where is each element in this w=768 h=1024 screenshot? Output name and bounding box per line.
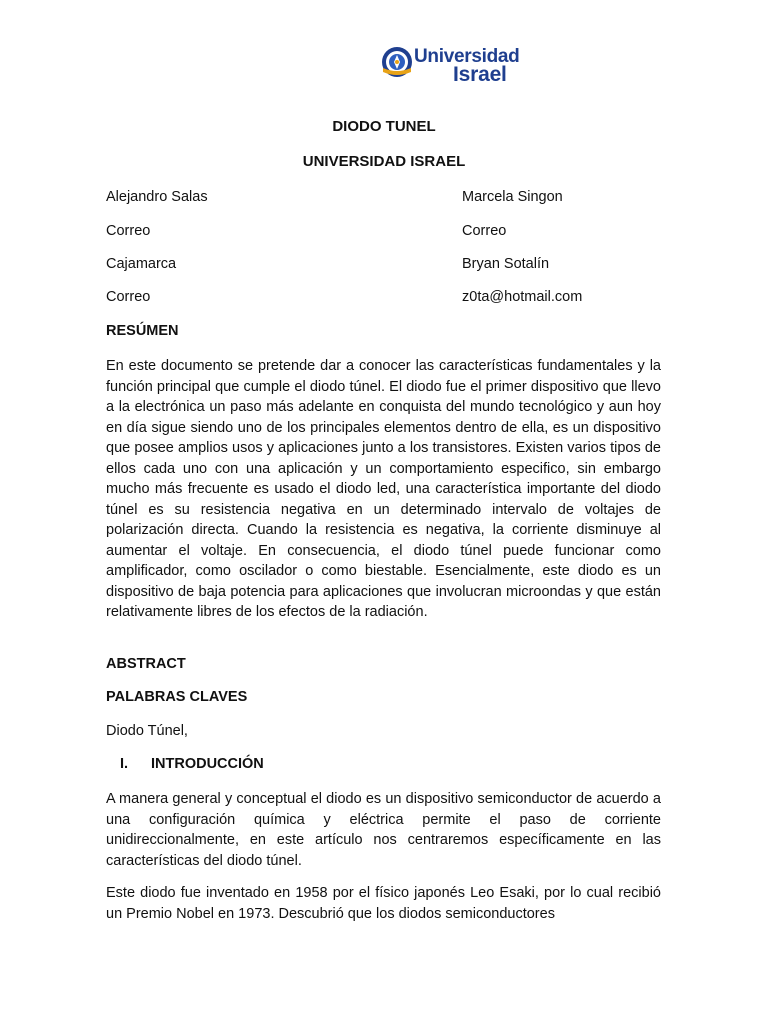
keywords-heading: PALABRAS CLAVES [106, 689, 248, 705]
author-right-1: Marcela Singon [462, 189, 563, 205]
abstract-heading: ABSTRACT [106, 656, 186, 672]
logo-line-2: Israel [453, 63, 507, 86]
intro-paragraph-1: A manera general y conceptual el diodo es un dispositivo semiconductor de acuerdo a una configuración química y eléctrica permite el paso de corriente unidireccionalmente, en este artículo nos centraremos específicamente en las características del diodo túnel. [106, 791, 661, 869]
document-subtitle: UNIVERSIDAD ISRAEL [302, 153, 466, 170]
document-title: DIODO TUNEL [332, 118, 436, 135]
author-right-3: Bryan Sotalín [462, 256, 550, 272]
author-left-1: Alejandro Salas [106, 189, 208, 205]
resumen-heading: RESÚMEN [106, 323, 179, 339]
author-left-4: Correo [106, 289, 151, 305]
intro-paragraph-2: Este diodo fue inventado en 1958 por el físico japonés Leo Esaki, por lo cual recibió un Premio Nobel en 1973. Descubrió que los diodos semiconductores [106, 885, 661, 922]
author-right-2: Correo [462, 223, 507, 239]
seal-icon [380, 44, 414, 80]
author-email-link[interactable]: z0ta@hotmail.com [462, 289, 583, 305]
keywords-body: Diodo Túnel, [106, 723, 188, 739]
university-logo [380, 44, 520, 86]
intro-heading [120, 756, 264, 772]
author-left-2: Correo [106, 223, 151, 239]
resumen-body: En este documento se pretende dar a conocer las características fundamentales y la función principal que cumple el diodo túnel. El diodo fue el primer dispositivo que llevo a la electrónica un paso más adelante en conquista del mundo tecnológico y aun hoy en día sigue siendo uno de los principales elementos dentro de ella, es un dispositivo que posee amplios usos y aplicaciones junto a los transistores. Existen varios tipos de ellos cada uno con una aplicación y un comportamiento especifico, sin embargo mucho más frecuente es usado el diodo led, una característica importante del diodo túnel es su resistencia negativa en un determinado intervalo de voltajes de polarización directa. Cuando la resistencia es negativa, la corriente disminuye al aumentar el voltaje. En consecuencia, el diodo túnel puede funcionar como amplificador, como oscilador o como biestable. Esencialmente, este diodo es un dispositivo de baja potencia para aplicaciones que involucran microondas y que están relativamente libres de los efectos de la radiación. [106, 358, 661, 620]
intro-title: INTRODUCCIÓN [151, 756, 264, 772]
author-left-3: Cajamarca [106, 256, 177, 272]
intro-number: I. [120, 756, 129, 772]
logo-line-1: Universidad [414, 46, 520, 67]
